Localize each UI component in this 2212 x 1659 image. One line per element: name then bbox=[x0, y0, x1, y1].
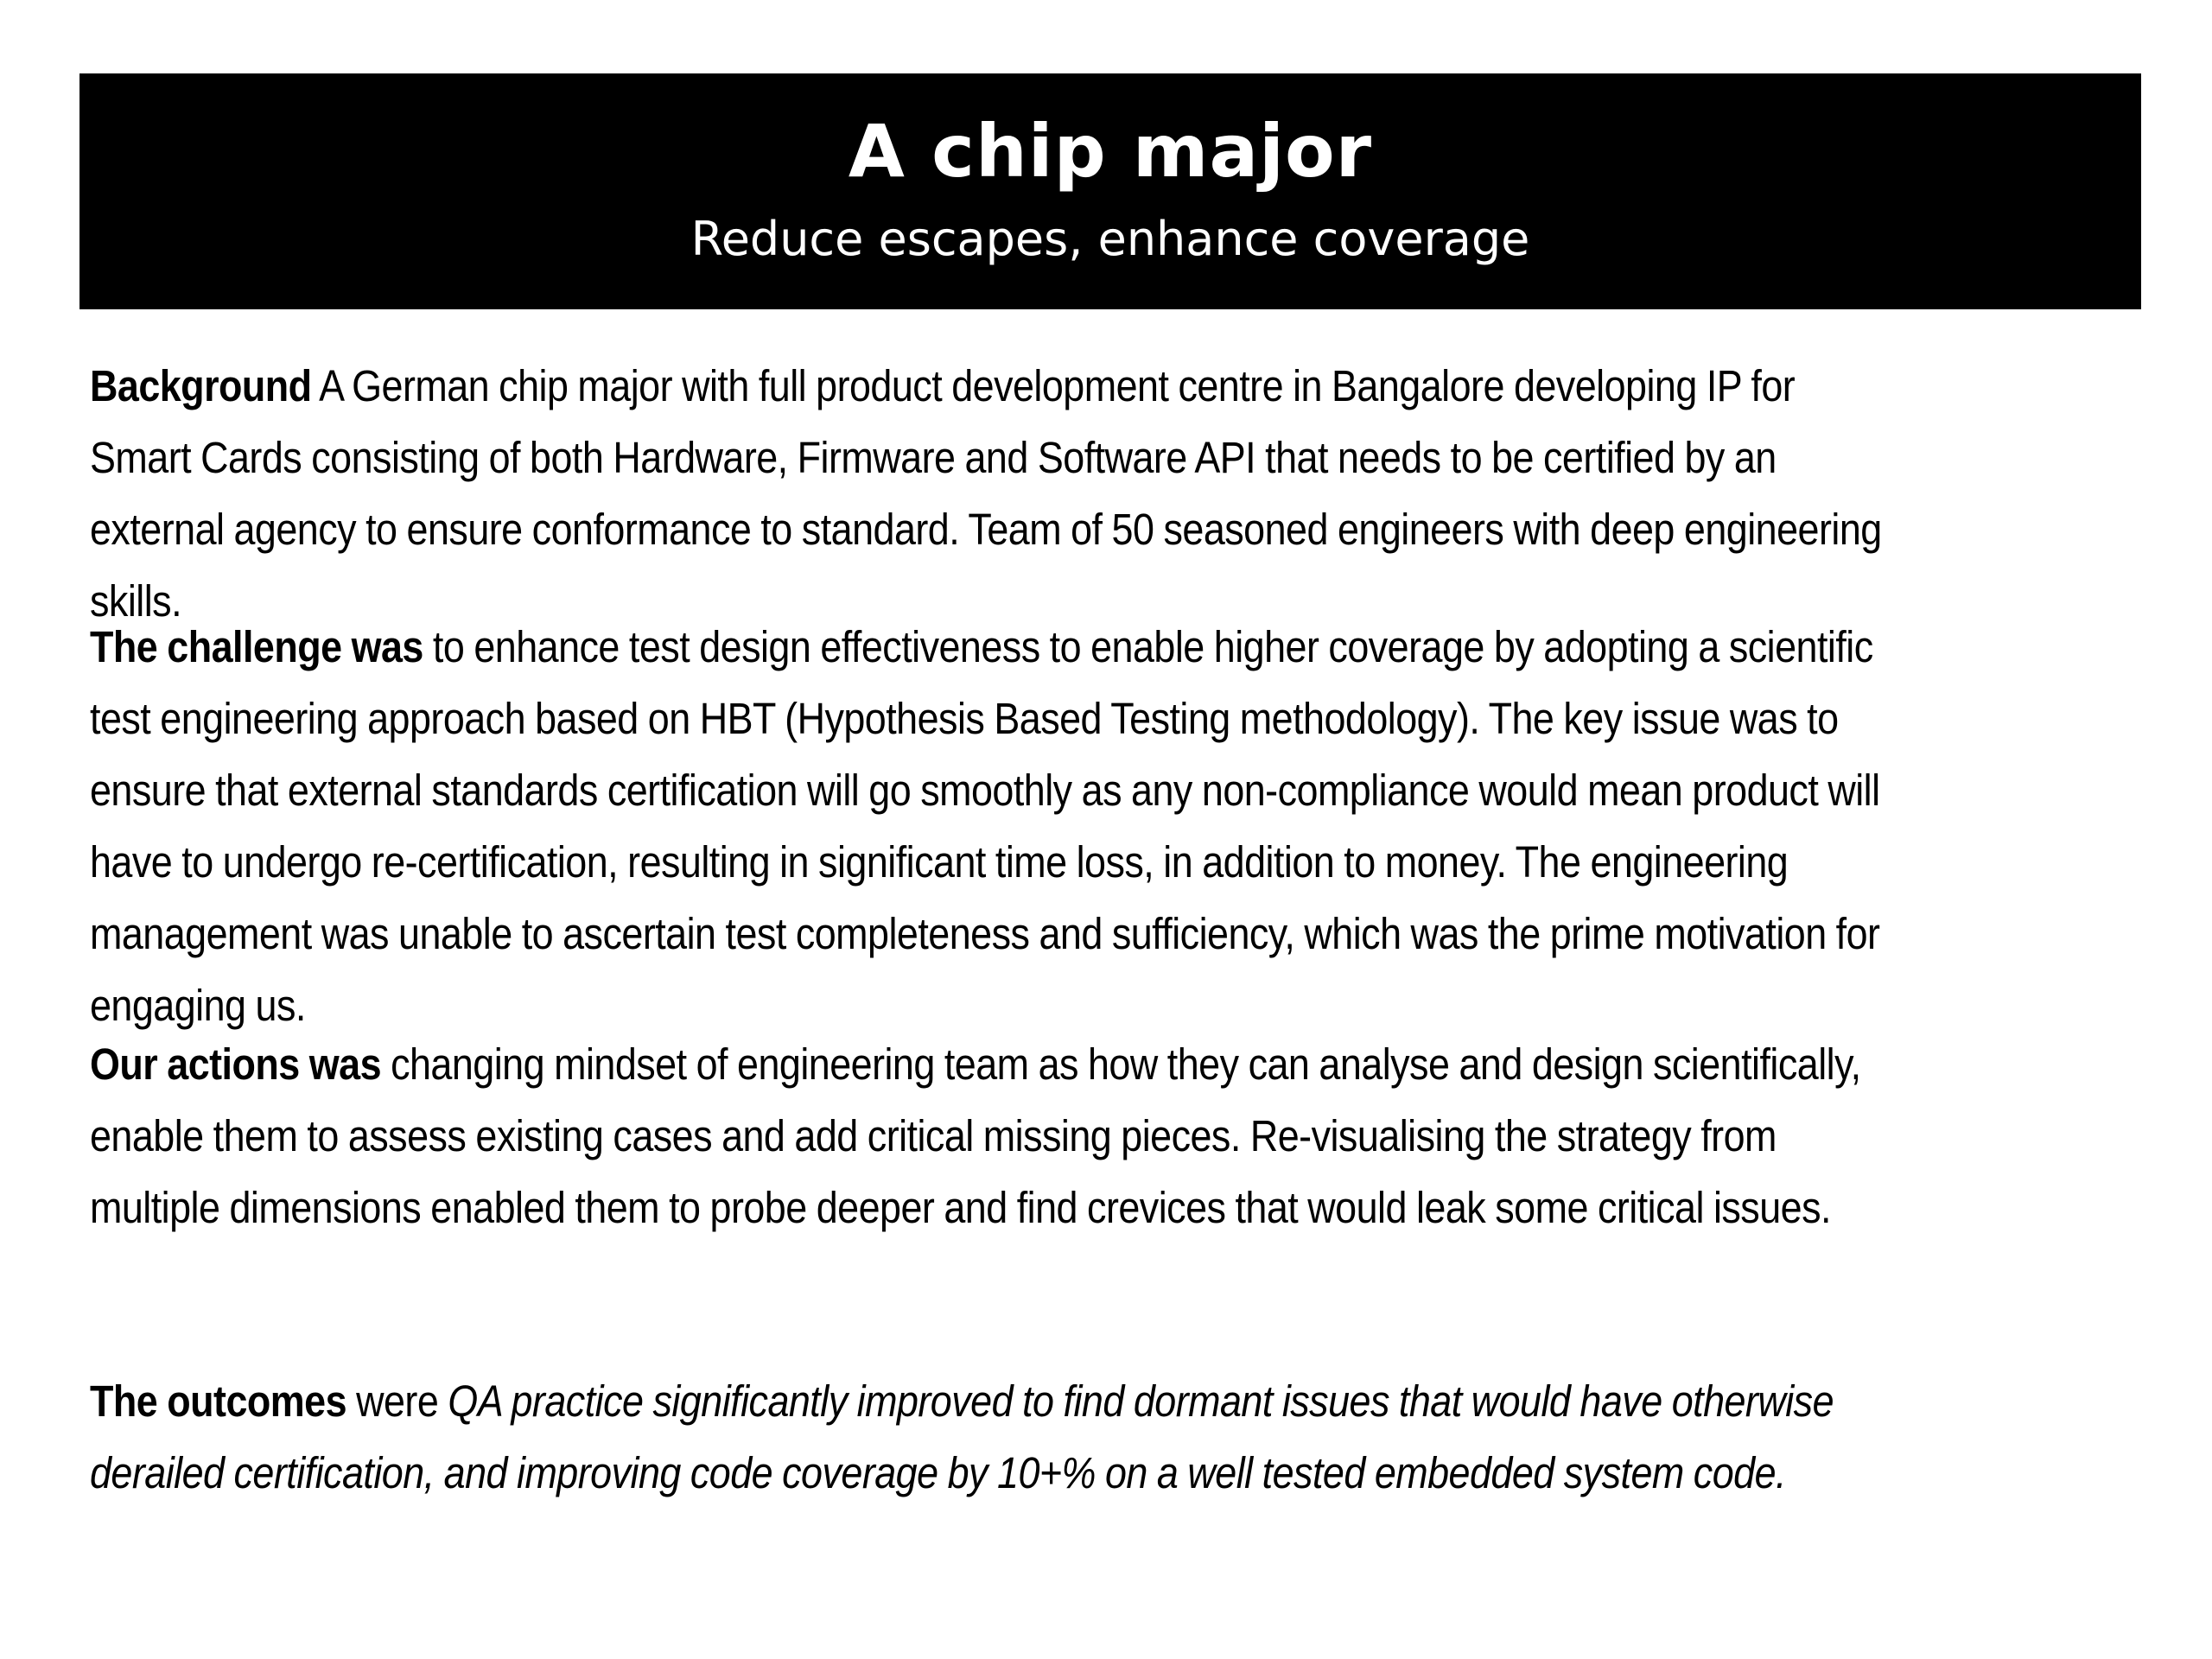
background-section bbox=[90, 350, 1899, 637]
title-banner bbox=[79, 73, 2141, 309]
challenge-heading: The challenge was bbox=[90, 622, 423, 671]
actions-text: changing mindset of engineering team as how they can analyse and design scientifically, enable them to assess existing cases and add critical missing pieces. Re-visualising the strategy from multiple dimensions enabled them to probe deeper and find crevices that would leak some critical issues. bbox=[90, 1039, 1861, 1232]
outcomes-connector: were bbox=[346, 1376, 448, 1426]
page-subtitle: Reduce escapes, enhance coverage bbox=[690, 212, 1530, 266]
outcomes-heading: The outcomes bbox=[90, 1376, 347, 1426]
page-title: A chip major bbox=[848, 109, 1373, 194]
challenge-section bbox=[90, 611, 1899, 1041]
actions-heading: Our actions was bbox=[90, 1039, 382, 1089]
background-heading: Background bbox=[90, 361, 312, 410]
actions-section bbox=[90, 1028, 1899, 1243]
outcomes-section bbox=[90, 1365, 1899, 1509]
outcomes-text: QA practice significantly improved to find dormant issues that would have otherwise derailed certification, and improving code coverage by 10+% on a well tested embedded system code. bbox=[90, 1376, 1834, 1497]
background-text: A German chip major with full product development centre in Bangalore developing IP for Smart Cards consisting of both Hardware, Firmware and Software API that needs to be certified by an external agency to ensure conformance to standard. Team of 50 seasoned engineers with deep engineering skills. bbox=[90, 361, 1882, 626]
challenge-text: to enhance test design effectiveness to enable higher coverage by adopting a scientific test engineering approach based on HBT (Hypothesis Based Testing methodology). The key issue was to ensure that external standards certification will go smoothly as any non-compliance would mean product will have to undergo re-certification, resulting in significant time loss, in addition to money. The engineering management was unable to ascertain test completeness and sufficiency, which was the prime motivation for engaging us. bbox=[90, 622, 1880, 1030]
